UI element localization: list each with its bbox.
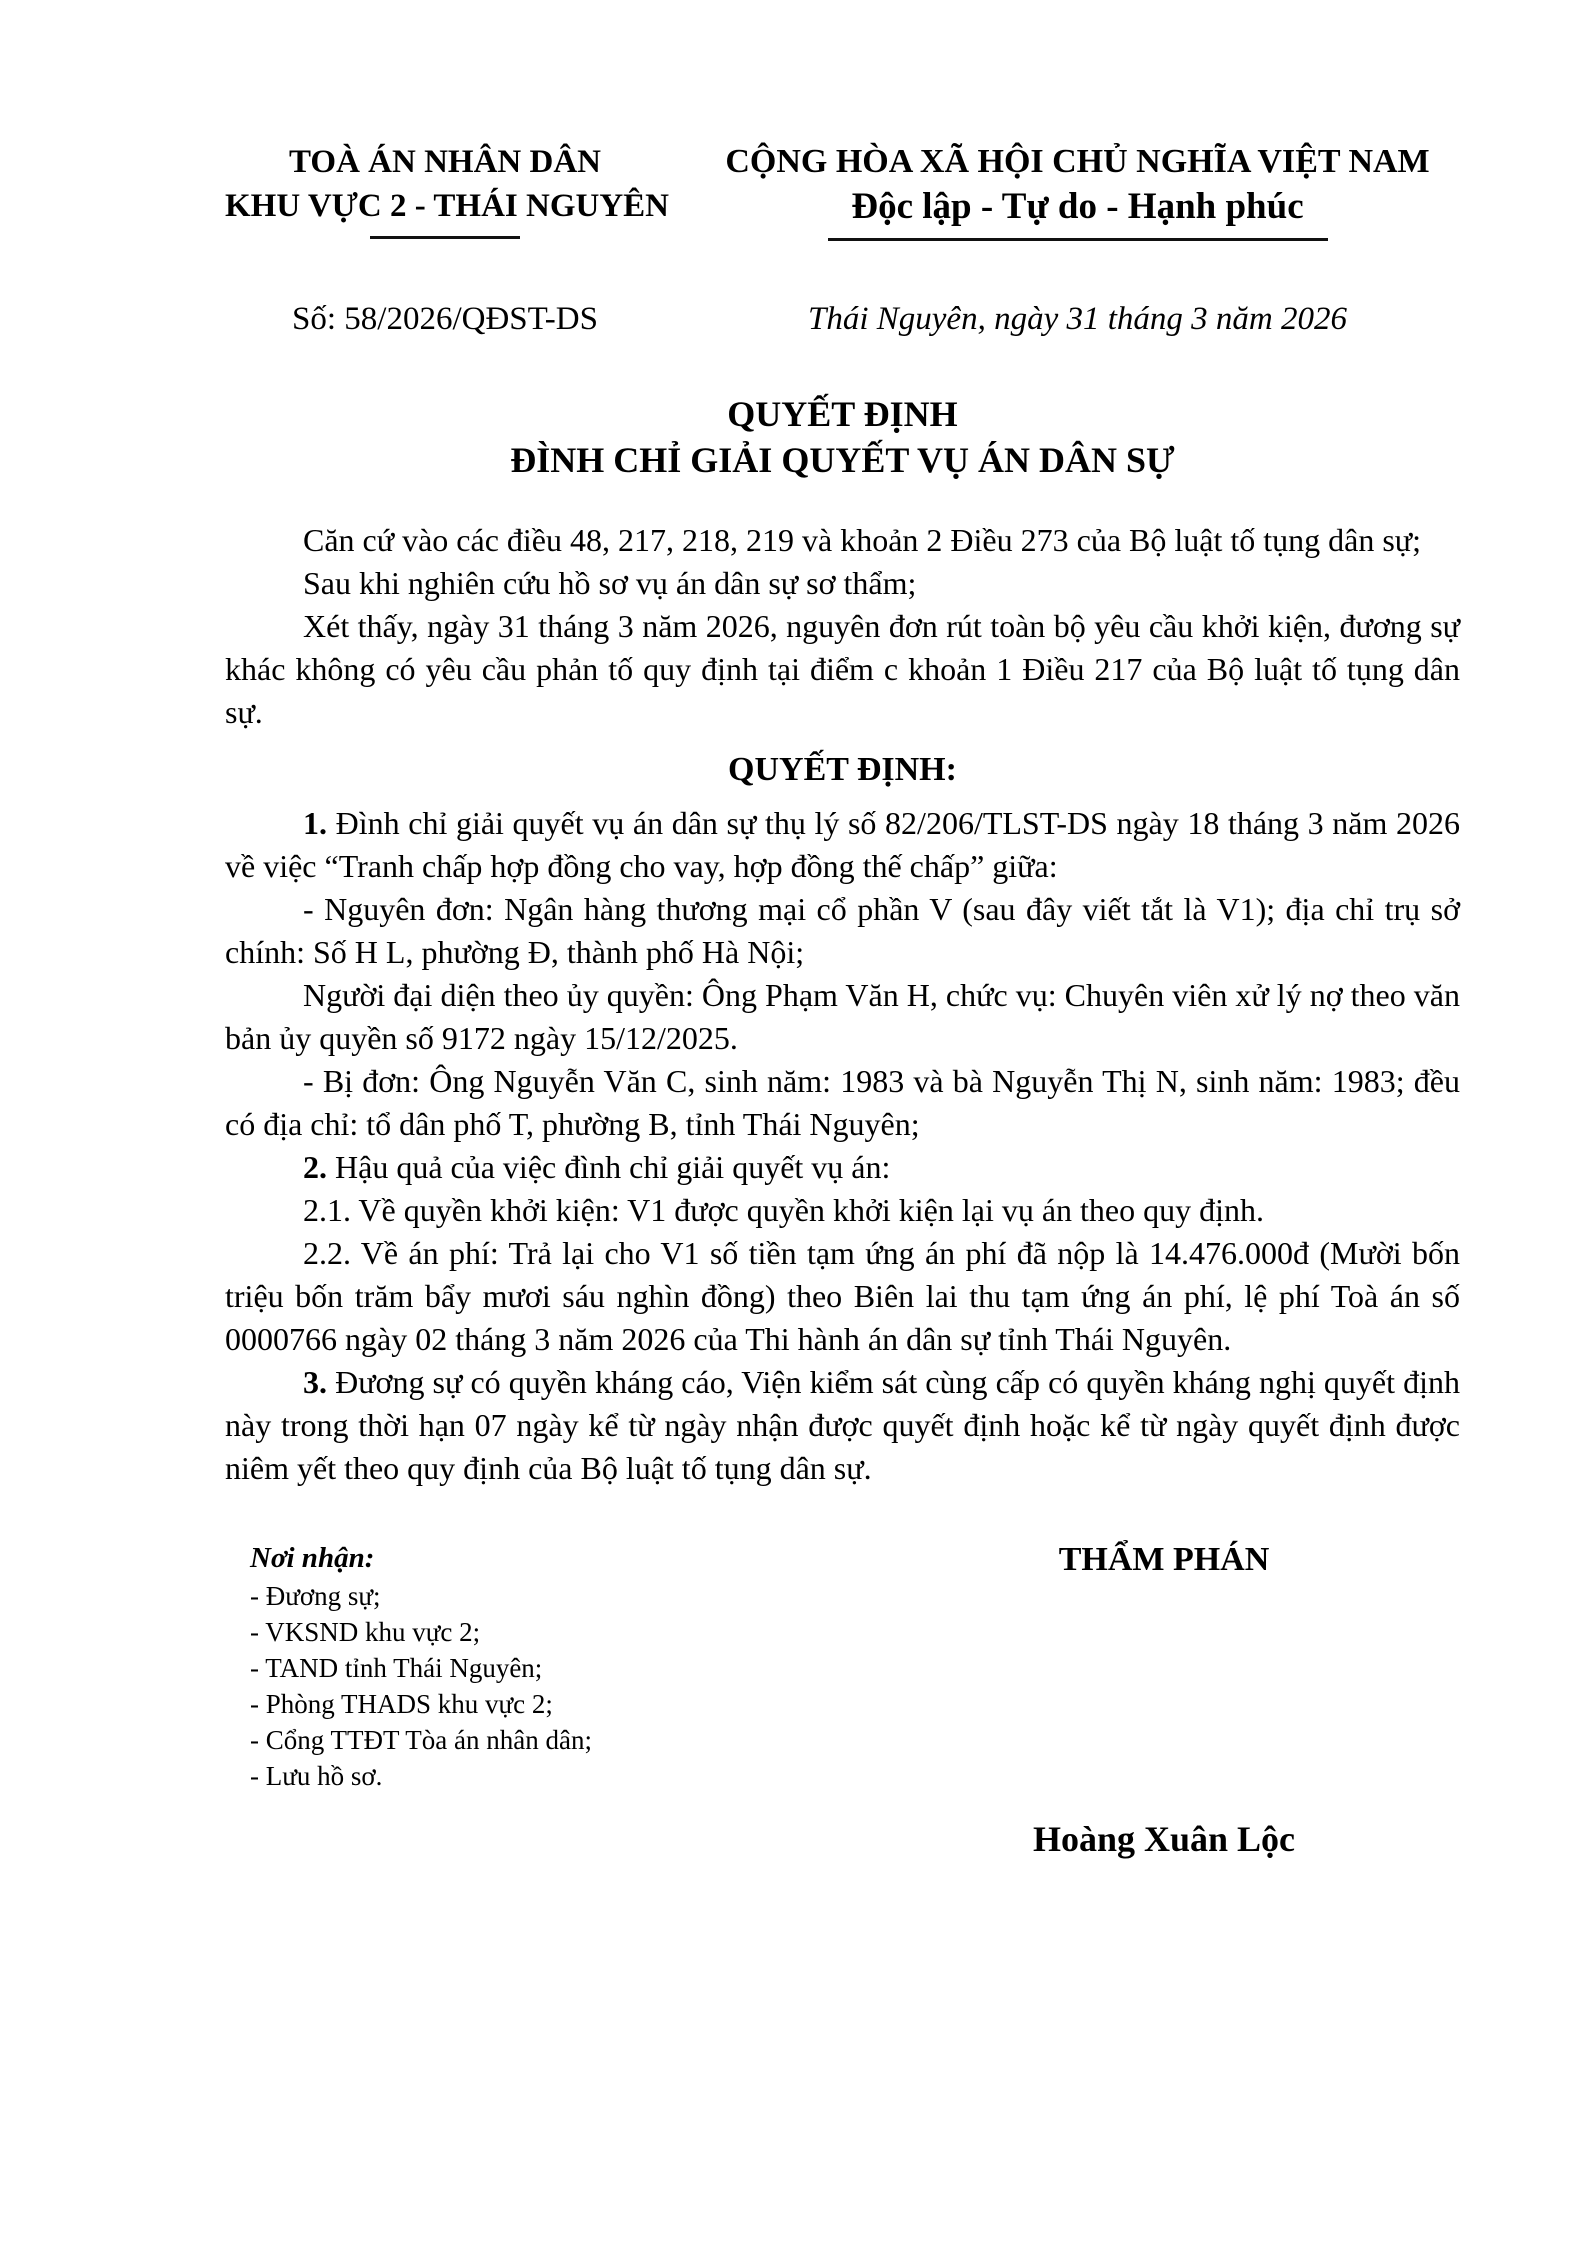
motto-divider	[828, 238, 1328, 241]
issuing-court-block	[225, 140, 670, 239]
decision-item-text: 2.1. Về quyền khởi kiện: V1 được quyền khởi kiện lại vụ án theo quy định.	[303, 1192, 1265, 1228]
decision-item-text: 2.2. Về án phí: Trả lại cho V1 số tiền tạm ứng án phí đã nộp là 14.476.000đ (Mười bốn triệu bốn trăm bẩy mươi sáu nghìn đồng) theo Biên lai thu tạm ứng án phí, lệ phí Toà án số 0000766 ngày 02 tháng 3 năm 2026 của Thi hành án dân sự tỉnh Thái Nguyên.	[225, 1235, 1460, 1357]
place-and-date: Thái Nguyên, ngày 31 tháng 3 năm 2026	[808, 301, 1347, 337]
decision-item-defendant	[225, 1060, 1460, 1146]
decision-item-text: Người đại diện theo ủy quyền: Ông Phạm Văn H, chức vụ: Chuyên viên xử lý nợ theo văn bản ủy quyền số 9172 ngày 15/12/2025.	[225, 977, 1460, 1056]
recipient-item: - Đương sự;	[250, 1581, 381, 1611]
national-title: CỘNG HÒA XÃ HỘI CHỦ NGHĨA VIỆT NAM	[725, 143, 1430, 180]
document-number: Số: 58/2026/QĐST-DS	[292, 301, 598, 337]
preamble-paragraph: Sau khi nghiên cứu hồ sơ vụ án dân sự sơ thẩm;	[303, 565, 917, 601]
decision-item-text: Hậu quả của việc đình chỉ giải quyết vụ án:	[335, 1149, 891, 1185]
recipient-item: - Phòng THADS khu vực 2;	[250, 1689, 553, 1719]
national-header-block	[695, 140, 1460, 241]
preamble-paragraph: Xét thấy, ngày 31 tháng 3 năm 2026, nguyên đơn rút toàn bộ yêu cầu khởi kiện, đương sự khác không có yêu cầu phản tố quy định tại điểm c khoản 1 Điều 217 của Bộ luật tố tụng dân sự.	[225, 608, 1460, 730]
decision-item-number: 2.	[303, 1149, 327, 1185]
recipient-item: - Lưu hồ sơ.	[250, 1761, 383, 1791]
document-meta-row	[225, 297, 1460, 341]
court-name-line2: KHU VỰC 2 - THÁI NGUYÊN	[225, 188, 670, 224]
decision-item-number: 3.	[303, 1364, 327, 1400]
document-title-line1: QUYẾT ĐỊNH	[727, 394, 958, 434]
document-header	[225, 140, 1460, 241]
decision-item-text: Đình chỉ giải quyết vụ án dân sự thụ lý số 82/206/TLST-DS ngày 18 tháng 3 năm 2026 về việc “Tranh chấp hợp đồng cho vay, hợp đồng thế chấp” giữa:	[225, 805, 1461, 884]
decision-item-2-1	[225, 1189, 1460, 1232]
court-header-divider	[370, 236, 520, 239]
decision-item-text: - Bị đơn: Ông Nguyễn Văn C, sinh năm: 1983 và bà Nguyễn Thị N, sinh năm: 1983; đều có địa chỉ: tổ dân phố T, phường B, tỉnh Thái Nguyên;	[225, 1063, 1460, 1142]
national-motto: Độc lập - Tự do - Hạnh phúc	[851, 186, 1304, 227]
document-footer	[225, 1538, 1460, 1861]
decision-item-1	[225, 802, 1460, 888]
judge-name: Hoàng Xuân Lộc	[1032, 1819, 1296, 1859]
decision-item-3	[225, 1361, 1460, 1490]
recipients-block	[225, 1538, 914, 1794]
decision-item-2-2	[225, 1232, 1460, 1361]
judge-title: THẨM PHÁN	[1058, 1541, 1270, 1578]
recipients-title: Nơi nhận:	[250, 1542, 375, 1574]
decision-item-2	[225, 1146, 1460, 1189]
document-title-line2: ĐÌNH CHỈ GIẢI QUYẾT VỤ ÁN DÂN SỰ	[510, 440, 1175, 480]
document-title	[225, 391, 1460, 483]
recipient-item: - Cổng TTĐT Tòa án nhân dân;	[250, 1725, 592, 1755]
document-body	[225, 519, 1460, 1490]
decision-item-text: - Nguyên đơn: Ngân hàng thương mại cổ phần V (sau đây viết tắt là V1); địa chỉ trụ sở chính: Số H L, phường Đ, thành phố Hà Nội;	[225, 891, 1460, 970]
recipient-item: - TAND tỉnh Thái Nguyên;	[250, 1653, 543, 1683]
decision-item-text: Đương sự có quyền kháng cáo, Viện kiểm sát cùng cấp có quyền kháng nghị quyết định này trong thời hạn 07 ngày kể từ ngày nhận được quyết định hoặc kể từ ngày quyết định được niêm yết theo quy định của Bộ luật tố tụng dân sự.	[225, 1364, 1461, 1486]
decision-item-representative	[225, 974, 1460, 1060]
decision-item-number: 1.	[303, 805, 327, 841]
decision-item-plaintiff	[225, 888, 1460, 974]
court-name-line1: TOÀ ÁN NHÂN DÂN	[289, 144, 601, 180]
signature-block	[914, 1538, 1414, 1861]
recipient-item: - VKSND khu vực 2;	[250, 1617, 481, 1647]
preamble-paragraph: Căn cứ vào các điều 48, 217, 218, 219 và khoản 2 Điều 273 của Bộ luật tố tụng dân sự;	[303, 522, 1422, 558]
decision-heading: QUYẾT ĐỊNH:	[728, 751, 957, 788]
